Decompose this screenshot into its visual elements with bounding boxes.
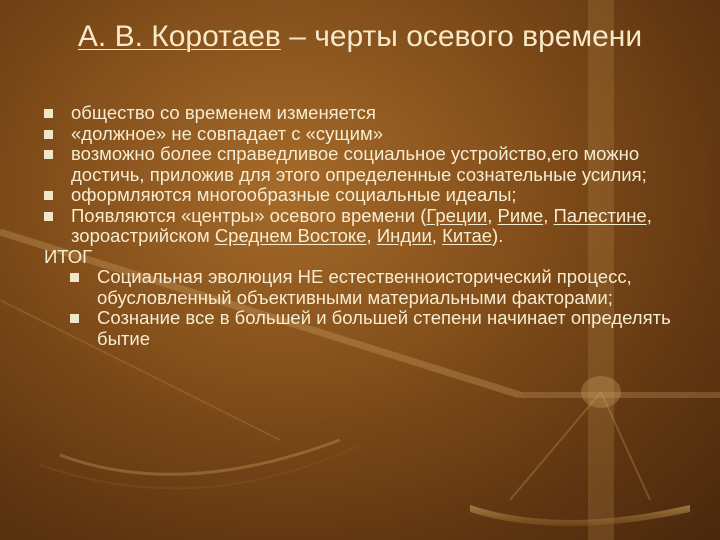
summary-label: ИТОГ: [44, 245, 93, 267]
square-bullet-icon: [44, 109, 53, 118]
bullet-text: [71, 206, 674, 247]
title-rest: – черты осевого времени: [280, 20, 643, 53]
square-bullet-icon: [44, 130, 53, 139]
summary-bullet-text: Сознание все в большей и большей степени начинает определять бытие: [97, 307, 671, 349]
link-greece[interactable]: Греции: [426, 204, 488, 226]
centers-sep: ,: [487, 204, 498, 226]
square-bullet-icon: [70, 314, 79, 323]
centers-prefix: Появляются «центры» осевого времени (: [71, 204, 427, 226]
bullet-item: [44, 185, 674, 206]
bullet-text: оформляются многообразные социальные идеалы;: [71, 184, 517, 205]
centers-sep: , зороастрийском: [71, 204, 652, 246]
bullet-text: «должное» не совпадает с «сущим»: [71, 122, 383, 144]
centers-sep: ,: [543, 204, 554, 226]
slide-title: [60, 18, 660, 56]
square-bullet-icon: [44, 212, 53, 221]
summary-bullet-item: [44, 308, 674, 349]
centers-sep: ,: [431, 225, 443, 246]
bullet-text: общество со временем изменяется: [71, 102, 376, 123]
square-bullet-icon: [44, 191, 53, 200]
square-bullet-icon: [70, 273, 79, 282]
bullet-item-centers: [44, 206, 674, 247]
slide-content: [44, 103, 674, 349]
square-bullet-icon: [44, 150, 53, 159]
bullet-text: возможно более справедливое социальное устройство,его можно достичь, приложив для этого определенные сознательные усилия;: [71, 143, 647, 185]
centers-sep: ,: [366, 225, 377, 246]
bullet-item: [44, 144, 674, 185]
link-middle-east[interactable]: Среднем Востоке: [214, 225, 367, 246]
summary-bullet-item: [44, 267, 674, 308]
link-china[interactable]: Китае: [442, 225, 493, 246]
title-author: А. В. Коротаев: [77, 20, 281, 53]
centers-suffix: ).: [492, 225, 504, 246]
link-rome[interactable]: Риме: [497, 204, 544, 226]
summary-bullet-text: Социальная эволюция НЕ естественноисторический процесс, обусловленный объективными материальными факторами;: [97, 266, 632, 308]
link-palestine[interactable]: Палестине: [553, 204, 647, 226]
bullet-item: [44, 124, 674, 145]
bullet-item: [44, 103, 674, 124]
link-india[interactable]: Индии: [376, 225, 432, 246]
